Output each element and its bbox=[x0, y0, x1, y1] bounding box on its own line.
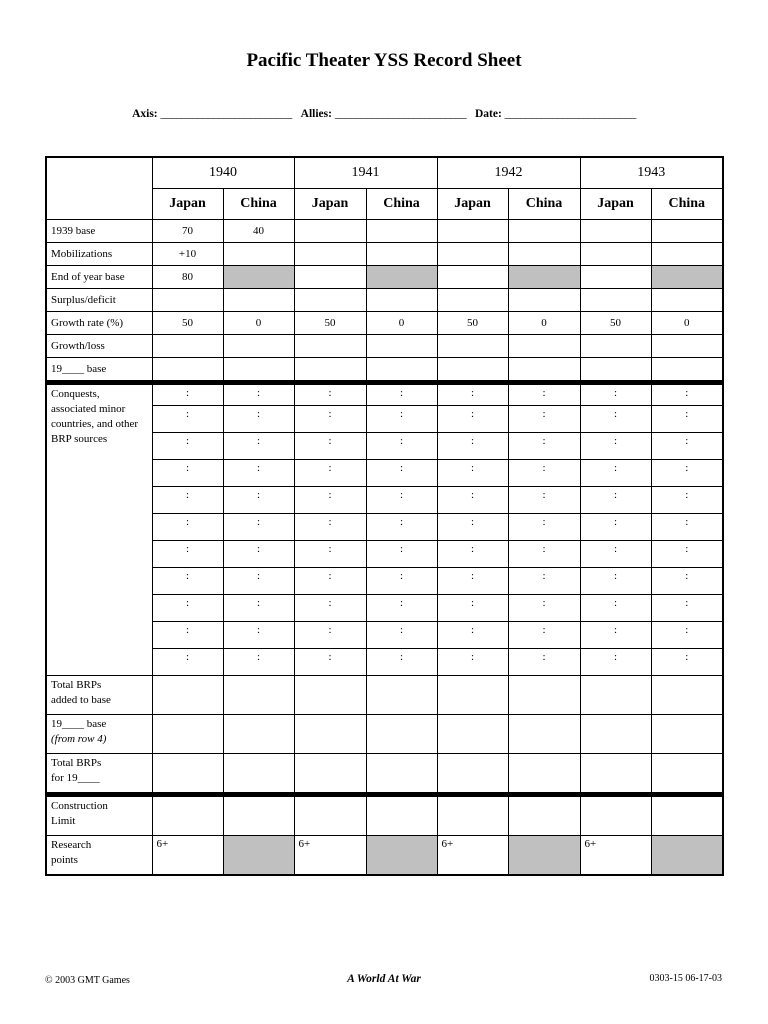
value-cell[interactable] bbox=[223, 266, 294, 289]
value-cell[interactable] bbox=[580, 676, 651, 715]
shaded-cell bbox=[651, 836, 723, 876]
row-label: Mobilizations bbox=[46, 243, 152, 266]
row-label bbox=[46, 754, 152, 795]
conquest-cell[interactable]: : bbox=[651, 460, 723, 487]
value-cell[interactable] bbox=[152, 754, 223, 795]
conquest-cell[interactable]: : bbox=[580, 406, 651, 433]
row-label-line: added to base bbox=[51, 694, 111, 706]
row-label-line: Research bbox=[51, 839, 92, 851]
value-cell[interactable] bbox=[651, 243, 723, 266]
conquest-cell[interactable]: : bbox=[366, 514, 437, 541]
conquest-cell[interactable]: : bbox=[580, 460, 651, 487]
value-cell[interactable]: 50 bbox=[437, 312, 508, 335]
value-cell[interactable] bbox=[366, 220, 437, 243]
value-cell[interactable]: 70 bbox=[152, 220, 223, 243]
header-fields bbox=[0, 108, 768, 120]
value-cell[interactable] bbox=[366, 243, 437, 266]
conquest-cell[interactable]: : bbox=[294, 406, 366, 433]
value-cell[interactable]: 0 bbox=[223, 312, 294, 335]
value-cell[interactable] bbox=[508, 220, 580, 243]
value-cell[interactable] bbox=[580, 795, 651, 836]
research-cell[interactable]: 6+ bbox=[152, 836, 223, 876]
country-header: Japan bbox=[152, 189, 223, 220]
date-field[interactable]: _________________________ bbox=[504, 108, 636, 120]
conquest-cell[interactable]: : bbox=[437, 406, 508, 433]
conquest-cell[interactable]: : bbox=[152, 622, 223, 649]
conquest-cell[interactable]: : bbox=[223, 433, 294, 460]
row-label: End of year base bbox=[46, 266, 152, 289]
conquest-cell[interactable]: : bbox=[508, 622, 580, 649]
value-cell[interactable] bbox=[437, 795, 508, 836]
conquest-cell[interactable]: : bbox=[152, 433, 223, 460]
conquest-cell[interactable]: : bbox=[294, 622, 366, 649]
conquest-cell[interactable]: : bbox=[651, 595, 723, 622]
conquest-cell[interactable]: : bbox=[437, 433, 508, 460]
value-cell[interactable]: 80 bbox=[152, 266, 223, 289]
row-label-line: Construction bbox=[51, 800, 108, 812]
value-cell[interactable] bbox=[294, 676, 366, 715]
conquest-cell[interactable]: : bbox=[580, 487, 651, 514]
conquest-cell[interactable]: : bbox=[223, 649, 294, 676]
value-cell[interactable] bbox=[437, 220, 508, 243]
value-cell[interactable] bbox=[580, 754, 651, 795]
value-cell[interactable] bbox=[366, 795, 437, 836]
value-cell[interactable]: 50 bbox=[580, 312, 651, 335]
country-header: Japan bbox=[294, 189, 366, 220]
conquest-cell[interactable]: : bbox=[366, 649, 437, 676]
conquest-cell[interactable]: : bbox=[152, 383, 223, 406]
conquest-cell[interactable]: : bbox=[651, 406, 723, 433]
conquest-cell[interactable]: : bbox=[223, 595, 294, 622]
conquest-cell[interactable]: : bbox=[152, 460, 223, 487]
value-cell[interactable] bbox=[508, 289, 580, 312]
row-label: Growth/loss bbox=[46, 335, 152, 358]
value-cell[interactable] bbox=[437, 715, 508, 754]
conquest-cell[interactable]: : bbox=[366, 406, 437, 433]
value-cell[interactable] bbox=[580, 358, 651, 383]
conquest-cell[interactable]: : bbox=[152, 649, 223, 676]
allies-label: Allies: bbox=[300, 108, 332, 120]
conquest-cell[interactable]: : bbox=[294, 541, 366, 568]
row-label-line: Total BRPs bbox=[51, 679, 102, 691]
conquest-cell[interactable]: : bbox=[508, 541, 580, 568]
row-label: Growth rate (%) bbox=[46, 312, 152, 335]
value-cell[interactable] bbox=[223, 243, 294, 266]
value-cell[interactable]: 0 bbox=[651, 312, 723, 335]
conquest-cell[interactable]: : bbox=[223, 514, 294, 541]
conquest-cell[interactable]: : bbox=[437, 460, 508, 487]
conquest-cell[interactable]: : bbox=[366, 568, 437, 595]
value-cell[interactable]: 0 bbox=[366, 312, 437, 335]
value-cell[interactable] bbox=[366, 676, 437, 715]
value-cell[interactable] bbox=[580, 289, 651, 312]
conquest-cell[interactable]: : bbox=[580, 514, 651, 541]
year-header: 1940 bbox=[152, 157, 294, 189]
conquest-cell[interactable]: : bbox=[223, 622, 294, 649]
conquest-cell[interactable]: : bbox=[508, 649, 580, 676]
conquest-cell[interactable]: : bbox=[366, 460, 437, 487]
value-cell[interactable] bbox=[223, 715, 294, 754]
row-label bbox=[46, 836, 152, 876]
conquest-cell[interactable]: : bbox=[294, 433, 366, 460]
value-cell[interactable] bbox=[223, 676, 294, 715]
country-header: China bbox=[366, 189, 437, 220]
value-cell[interactable] bbox=[651, 676, 723, 715]
conquest-cell[interactable]: : bbox=[294, 460, 366, 487]
value-cell[interactable] bbox=[508, 335, 580, 358]
conquest-cell[interactable]: : bbox=[651, 433, 723, 460]
value-cell[interactable] bbox=[152, 795, 223, 836]
value-cell[interactable]: 50 bbox=[294, 312, 366, 335]
conquest-cell[interactable]: : bbox=[580, 568, 651, 595]
shaded-cell bbox=[508, 836, 580, 876]
conquest-cell[interactable]: : bbox=[294, 487, 366, 514]
conquest-cell[interactable]: : bbox=[294, 568, 366, 595]
conquest-cell[interactable]: : bbox=[651, 383, 723, 406]
value-cell[interactable] bbox=[437, 754, 508, 795]
value-cell[interactable] bbox=[508, 266, 580, 289]
value-cell[interactable] bbox=[294, 289, 366, 312]
game-title: A World At War bbox=[347, 973, 421, 985]
row-label: 19____ base bbox=[46, 358, 152, 383]
conquest-cell[interactable]: : bbox=[437, 487, 508, 514]
value-cell[interactable] bbox=[152, 676, 223, 715]
country-header: Japan bbox=[580, 189, 651, 220]
value-cell[interactable] bbox=[294, 266, 366, 289]
research-cell[interactable]: 6+ bbox=[580, 836, 651, 876]
value-cell[interactable] bbox=[152, 335, 223, 358]
value-cell[interactable] bbox=[651, 289, 723, 312]
axis-field[interactable]: _________________________ bbox=[160, 108, 292, 120]
value-cell[interactable] bbox=[294, 795, 366, 836]
value-cell[interactable] bbox=[223, 795, 294, 836]
value-cell[interactable] bbox=[223, 754, 294, 795]
conquest-cell[interactable]: : bbox=[508, 568, 580, 595]
value-cell[interactable] bbox=[437, 676, 508, 715]
value-cell[interactable] bbox=[366, 289, 437, 312]
conquest-cell[interactable]: : bbox=[152, 541, 223, 568]
value-cell[interactable] bbox=[508, 795, 580, 836]
conquest-cell[interactable]: : bbox=[152, 514, 223, 541]
value-cell[interactable]: +10 bbox=[152, 243, 223, 266]
research-cell[interactable]: 6+ bbox=[294, 836, 366, 876]
value-cell[interactable] bbox=[508, 715, 580, 754]
row-label bbox=[46, 795, 152, 836]
conquest-cell[interactable]: : bbox=[508, 595, 580, 622]
conquest-cell[interactable]: : bbox=[152, 406, 223, 433]
page-title: Pacific Theater YSS Record Sheet bbox=[246, 50, 522, 71]
row-label-line: (from row 4) bbox=[51, 733, 107, 745]
conquest-cell[interactable]: : bbox=[508, 487, 580, 514]
conquest-cell[interactable]: : bbox=[651, 514, 723, 541]
value-cell[interactable] bbox=[152, 358, 223, 383]
conquest-cell[interactable]: : bbox=[580, 622, 651, 649]
conquest-cell[interactable]: : bbox=[651, 568, 723, 595]
conquest-cell[interactable]: : bbox=[651, 487, 723, 514]
conquest-cell[interactable]: : bbox=[366, 433, 437, 460]
conquest-cell[interactable]: : bbox=[223, 568, 294, 595]
date-label: Date: bbox=[474, 108, 502, 120]
research-cell[interactable]: 6+ bbox=[437, 836, 508, 876]
value-cell[interactable] bbox=[580, 266, 651, 289]
conquest-cell[interactable]: : bbox=[223, 406, 294, 433]
conquest-cell[interactable]: : bbox=[366, 541, 437, 568]
conquest-cell[interactable]: : bbox=[437, 383, 508, 406]
conquest-cell[interactable]: : bbox=[651, 541, 723, 568]
value-cell[interactable] bbox=[366, 715, 437, 754]
conquest-cell[interactable]: : bbox=[294, 595, 366, 622]
conquest-cell[interactable]: : bbox=[366, 595, 437, 622]
value-cell[interactable] bbox=[152, 289, 223, 312]
value-cell[interactable] bbox=[437, 335, 508, 358]
document-code: 0303-15 06-17-03 bbox=[649, 973, 722, 984]
value-cell[interactable]: 40 bbox=[223, 220, 294, 243]
row-label-line: Total BRPs bbox=[51, 757, 102, 769]
value-cell[interactable] bbox=[651, 754, 723, 795]
conquest-cell[interactable]: : bbox=[294, 383, 366, 406]
corner-cell bbox=[46, 157, 152, 220]
value-cell[interactable] bbox=[651, 335, 723, 358]
value-cell[interactable] bbox=[294, 715, 366, 754]
year-header: 1941 bbox=[294, 157, 437, 189]
conquest-cell[interactable]: : bbox=[437, 541, 508, 568]
value-cell[interactable] bbox=[437, 289, 508, 312]
value-cell[interactable] bbox=[223, 335, 294, 358]
conquest-cell[interactable]: : bbox=[223, 487, 294, 514]
conquest-cell[interactable]: : bbox=[223, 460, 294, 487]
value-cell[interactable] bbox=[152, 715, 223, 754]
value-cell[interactable] bbox=[437, 266, 508, 289]
value-cell[interactable] bbox=[580, 335, 651, 358]
value-cell[interactable] bbox=[508, 358, 580, 383]
record-table bbox=[45, 156, 724, 876]
conquest-cell[interactable]: : bbox=[437, 622, 508, 649]
conquest-cell[interactable]: : bbox=[152, 487, 223, 514]
conquest-cell[interactable]: : bbox=[580, 649, 651, 676]
value-cell[interactable] bbox=[651, 795, 723, 836]
conquest-cell[interactable]: : bbox=[294, 514, 366, 541]
conquest-cell[interactable]: : bbox=[366, 383, 437, 406]
conquest-cell[interactable]: : bbox=[508, 433, 580, 460]
value-cell[interactable] bbox=[366, 335, 437, 358]
value-cell[interactable]: 0 bbox=[508, 312, 580, 335]
value-cell[interactable] bbox=[223, 358, 294, 383]
conquest-cell[interactable]: : bbox=[437, 514, 508, 541]
value-cell[interactable] bbox=[437, 358, 508, 383]
copyright: © 2003 GMT Games bbox=[45, 975, 130, 986]
conquest-cell[interactable]: : bbox=[508, 406, 580, 433]
row-label: Conquests, associated minor countries, and other BRP sources bbox=[46, 383, 152, 676]
value-cell[interactable]: 50 bbox=[152, 312, 223, 335]
value-cell[interactable] bbox=[366, 266, 437, 289]
value-cell[interactable] bbox=[294, 335, 366, 358]
value-cell[interactable] bbox=[651, 358, 723, 383]
value-cell[interactable] bbox=[580, 243, 651, 266]
conquest-cell[interactable]: : bbox=[651, 649, 723, 676]
conquest-cell[interactable]: : bbox=[580, 595, 651, 622]
conquest-cell[interactable]: : bbox=[366, 622, 437, 649]
value-cell[interactable] bbox=[651, 266, 723, 289]
conquest-cell[interactable]: : bbox=[366, 487, 437, 514]
value-cell[interactable] bbox=[508, 676, 580, 715]
country-header: Japan bbox=[437, 189, 508, 220]
value-cell[interactable] bbox=[580, 715, 651, 754]
country-header: China bbox=[508, 189, 580, 220]
row-label bbox=[46, 715, 152, 754]
conquest-cell[interactable]: : bbox=[580, 541, 651, 568]
value-cell[interactable] bbox=[366, 358, 437, 383]
conquest-cell[interactable]: : bbox=[651, 622, 723, 649]
conquest-cell[interactable]: : bbox=[508, 383, 580, 406]
allies-field[interactable]: _________________________ bbox=[334, 108, 467, 120]
conquest-cell[interactable]: : bbox=[437, 595, 508, 622]
row-label: 1939 base bbox=[46, 220, 152, 243]
country-header: China bbox=[651, 189, 723, 220]
conquest-cell[interactable]: : bbox=[508, 460, 580, 487]
value-cell[interactable] bbox=[508, 243, 580, 266]
conquest-cell[interactable]: : bbox=[437, 649, 508, 676]
value-cell[interactable] bbox=[508, 754, 580, 795]
value-cell[interactable] bbox=[223, 289, 294, 312]
conquest-cell[interactable]: : bbox=[508, 514, 580, 541]
shaded-cell bbox=[223, 836, 294, 876]
value-cell[interactable] bbox=[294, 754, 366, 795]
value-cell[interactable] bbox=[651, 220, 723, 243]
conquest-cell[interactable]: : bbox=[437, 568, 508, 595]
shaded-cell bbox=[366, 836, 437, 876]
year-header: 1943 bbox=[580, 157, 723, 189]
conquest-cell[interactable]: : bbox=[223, 383, 294, 406]
conquest-cell[interactable]: : bbox=[152, 595, 223, 622]
row-label: Surplus/deficit bbox=[46, 289, 152, 312]
value-cell[interactable] bbox=[294, 243, 366, 266]
conquest-cell[interactable]: : bbox=[580, 383, 651, 406]
value-cell[interactable] bbox=[366, 754, 437, 795]
year-header: 1942 bbox=[437, 157, 580, 189]
value-cell[interactable] bbox=[437, 243, 508, 266]
value-cell[interactable] bbox=[294, 358, 366, 383]
value-cell[interactable] bbox=[580, 220, 651, 243]
conquest-cell[interactable]: : bbox=[152, 568, 223, 595]
country-header: China bbox=[223, 189, 294, 220]
row-label-line: 19____ base bbox=[51, 718, 107, 730]
value-cell[interactable] bbox=[651, 715, 723, 754]
row-label-line: points bbox=[51, 854, 78, 866]
axis-label: Axis: bbox=[132, 108, 158, 120]
row-label bbox=[46, 676, 152, 715]
row-label-line: Limit bbox=[51, 815, 76, 827]
row-label-line: for 19____ bbox=[51, 772, 100, 784]
value-cell[interactable] bbox=[294, 220, 366, 243]
conquest-cell[interactable]: : bbox=[223, 541, 294, 568]
conquest-cell[interactable]: : bbox=[294, 649, 366, 676]
conquest-cell[interactable]: : bbox=[580, 433, 651, 460]
